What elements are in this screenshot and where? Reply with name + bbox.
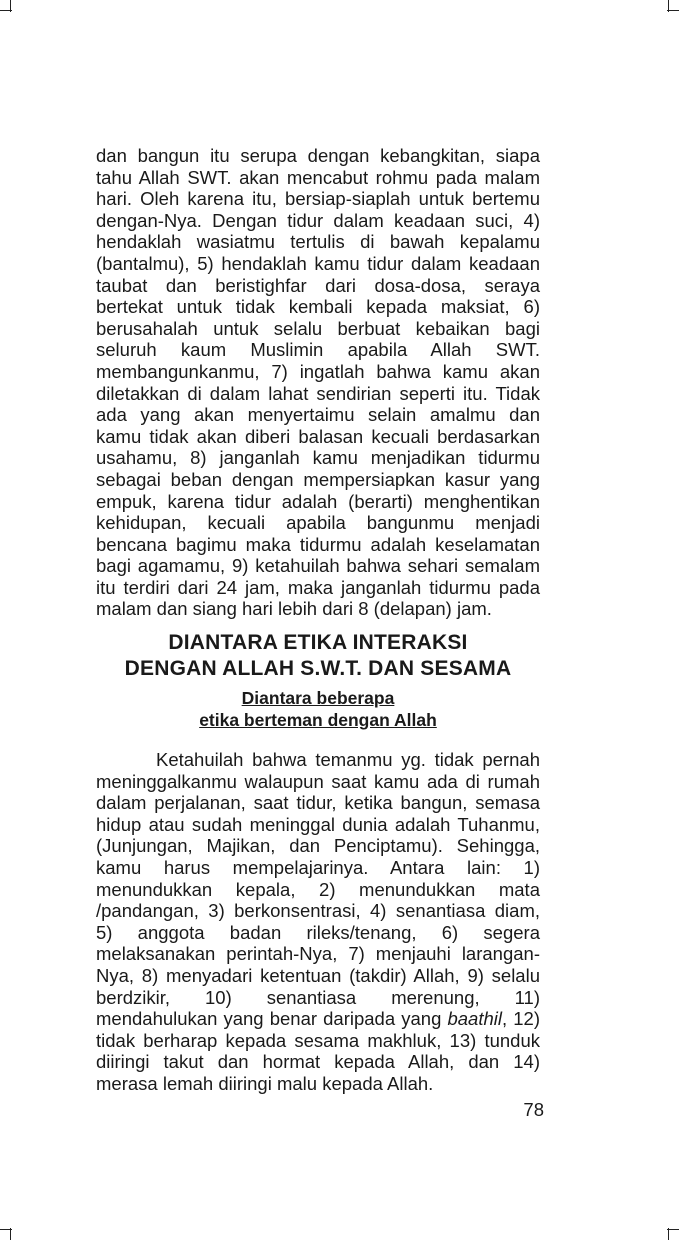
- section-subheading-line-1: Diantara beberapa: [241, 688, 395, 709]
- section-subheading-line-2: etika berteman dengan Allah: [199, 709, 437, 730]
- section-heading-line-2: DENGAN ALLAH S.W.T. DAN SESAMA: [124, 657, 512, 681]
- paragraph-etika-italic: baathil: [447, 1008, 502, 1030]
- paragraph-etika-part-1: Ketahuilah bahwa temanmu yg. tidak pernah meninggalkanmu walaupun saat kamu ada di rumah dalam perjalanan, saat tidur, ketika bangun, semasa hidup atau sudah meninggal dunia adalah Tuhanmu, (Junjungan, Majikan, dan Penciptamu). Sehingga, kamu harus mempelajarinya. Antara lain: 1) menundukkan kepala, 2) menundukkan mata /pandangan, 3) berkonsentrasi, 4) senantiasa diam, 5) anggota badan rileks/tenang, 6) segera melaksanakan perintah-Nya, 7) menjauhi larangan-Nya, 8) menyadari ketentuan (takdir) Allah, 9) selalu berdzikir, 10) senantiasa merenung, 11) mendahulukan yang benar daripada yang: [96, 749, 540, 1030]
- crop-mark-top-left-v: [10, 0, 11, 12]
- section-subheading: [96, 688, 540, 731]
- page-body: [96, 145, 540, 1095]
- section-heading-line-1: DIANTARA ETIKA INTERAKSI: [168, 631, 468, 655]
- paragraph-etika-part-2: , 12) tidak berharap kepada sesama makhluk, 13) tunduk diiringi takut dan hormat kepada Allah, dan 14) merasa lemah diiringi malu kepada Allah.: [96, 1008, 540, 1094]
- crop-mark-top-right-v: [668, 0, 669, 12]
- crop-mark-bottom-right-v: [668, 1228, 669, 1240]
- paragraph-etika: [96, 749, 540, 1095]
- paragraph-continuation: dan bangun itu serupa dengan kebangkitan, siapa tahu Allah SWT. akan mencabut rohmu pada malam hari. Oleh karena itu, bersiap-siaplah untuk bertemu dengan-Nya. Dengan tidur dalam keadaan suci, 4) hendaklah wasiatmu tertulis di bawah kepalamu (bantalmu), 5) hendaklah kamu tidur dalam keadaan taubat dan beristighfar dari dosa-dosa, seraya bertekat untuk tidak kembali kepada maksiat, 6) berusahalah untuk selalu berbuat kebaikan bagi seluruh kaum Muslimin apabila Allah SWT. membangunkanmu, 7) ingatlah bahwa kamu akan diletakkan di dalam lahat sendirian seperti itu. Tidak ada yang akan menyertaimu selain amalmu dan kamu tidak akan diberi balasan kecuali berdasarkan usahamu, 8) janganlah kamu menjadikan tidurmu sebagai beban dengan mempersiapkan kasur yang empuk, karena tidur adalah (berarti) menghentikan kehidupan, kecuali apabila bangunmu menjadi bencana bagimu maka tidurmu adalah keselamatan bagi agamamu, 9) ketahuilah bahwa sehari semalam itu terdiri dari 24 jam, maka janganlah tidurmu pada malam dan siang hari lebih dari 8 (delapan) jam.: [96, 145, 540, 620]
- section-heading: [96, 630, 540, 682]
- page-number: 78: [523, 1099, 544, 1120]
- crop-mark-bottom-left-v: [10, 1228, 11, 1240]
